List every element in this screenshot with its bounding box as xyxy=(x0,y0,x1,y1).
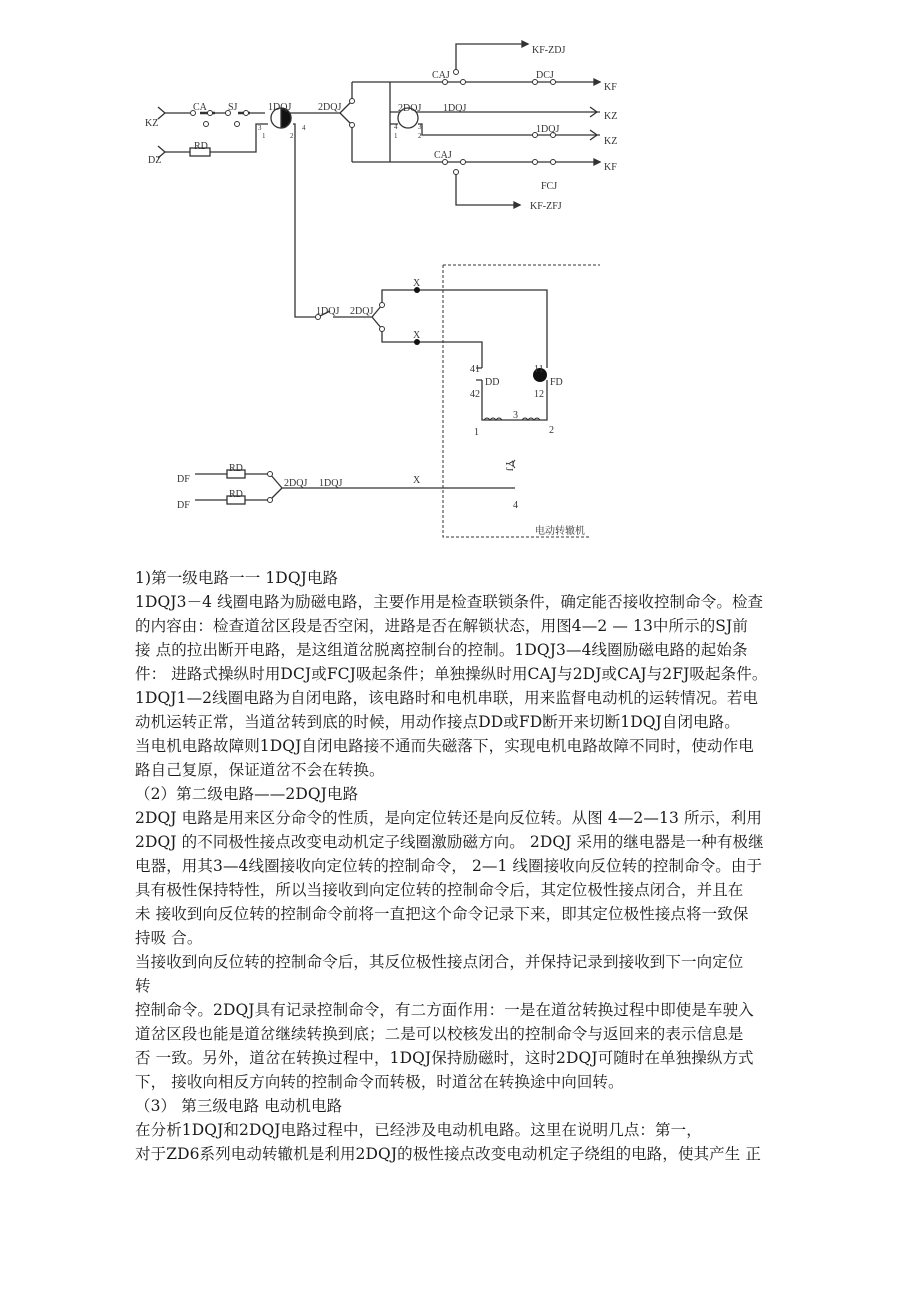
label-x: X xyxy=(413,278,421,289)
paragraph-line: 下， 接收向相反方向转的控制命令而转极，时道岔在转换途中向回转。 xyxy=(135,1073,624,1091)
pin-label: 1 xyxy=(262,132,266,140)
label-1dqj: 1DQJ xyxy=(268,102,292,113)
label-2dqj: 2DQJ xyxy=(318,102,342,113)
label-ca: CA xyxy=(193,102,207,113)
paragraph-line: 持吸 合。 xyxy=(135,929,203,947)
label-42: 42 xyxy=(470,389,480,400)
paragraph-line: 当接收到向反位转的控制命令后，其反位极性接点闭合，并保持记录到接收到下一向定位 xyxy=(135,953,744,971)
circuit-diagram xyxy=(0,0,920,560)
paragraph-line: 接 点的拉出断开电路，是这组道岔脱离控制台的控制。1DQJ3—4线圈励磁电路的起始条 xyxy=(135,641,748,659)
label-12: 12 xyxy=(534,389,544,400)
label-df: DF xyxy=(177,500,190,511)
paragraph-line: 对于ZD6系列电动转辙机是利用2DQJ的极性接点改变电动机定子绕组的电路，使其产生 正 xyxy=(135,1145,761,1163)
pin-label: 3 xyxy=(258,124,262,132)
paragraph-line: 的内容由：检查道岔区段是否空闲，进路是否在解锁状态，用图4—2 — 13中所示的SJ前 xyxy=(135,617,748,635)
label-1dqj: 1DQJ xyxy=(316,306,340,317)
label-sj: SJ xyxy=(228,102,238,113)
paragraph-line: 1DQJ1—2线圈电路为自闭电路，该电路时和电机串联，用来监督电动机的运转情况。若电 xyxy=(135,689,759,707)
label-2dqj: 2DQJ xyxy=(398,103,422,114)
pin-label: 1 xyxy=(394,132,398,140)
label-dcj: DCJ xyxy=(536,70,554,81)
label-11: 11 xyxy=(534,364,544,375)
label-df: DF xyxy=(177,474,190,485)
label-rd: RD xyxy=(194,141,208,152)
label-caj: CAJ xyxy=(434,150,452,161)
label-1dqj: 1DQJ xyxy=(319,478,343,489)
section-heading: （2）第二级电路——2DQJ电路 xyxy=(135,785,359,803)
pin-label: 2 xyxy=(290,132,294,140)
paragraph-line: 2DQJ 电路是用来区分命令的性质，是向定位转还是向反位转。从图 4—2—13 所示，利用 xyxy=(135,809,762,827)
label-x: X xyxy=(413,475,421,486)
label-kf: KF xyxy=(604,82,617,93)
pin-label: 4 xyxy=(302,124,306,132)
label-3: 3 xyxy=(513,410,518,421)
label-kz: KZ xyxy=(604,111,618,122)
label-2dqj: 2DQJ xyxy=(284,478,308,489)
label-dz: DZ xyxy=(148,155,162,166)
label-x: X xyxy=(413,330,421,341)
label-kf-zfj: KF-ZFJ xyxy=(530,201,562,212)
label-1dqj: 1DQJ xyxy=(443,103,467,114)
label-4: 4 xyxy=(513,500,518,511)
paragraph-line: 在分析1DQJ和2DQJ电路过程中，已经涉及电动机电路。这里在说明几点：第一， xyxy=(135,1121,702,1139)
paragraph-line: 1DQJ3－4 线圈电路为励磁电路，主要作用是检查联锁条件，确定能否接收控制命令。检查 xyxy=(135,593,764,611)
circuit-wires xyxy=(158,41,600,504)
label-caj: CAJ xyxy=(432,70,450,81)
label-yj: YJ xyxy=(503,460,514,472)
paragraph-line: 转 xyxy=(135,977,151,995)
label-rd: RD xyxy=(229,489,243,500)
label-dd: DD xyxy=(485,377,500,388)
paragraph-line: 否 一致。另外，道岔在转换过程中，1DQJ保持励磁时，这时2DQJ可随时在单独操纵方式 xyxy=(135,1049,754,1067)
label-2dqj: 2DQJ xyxy=(350,306,374,317)
pin-label: 3 xyxy=(418,123,422,131)
label-fcj: FCJ xyxy=(541,181,558,192)
paragraph-line: 控制命令。2DQJ具有记录控制命令，有二方面作用：一是在道岔转换过程中即使是车驶入 xyxy=(135,1001,754,1019)
paragraph-line: 路自己复原，保证道岔不会在转换。 xyxy=(135,761,385,779)
label-kz: KZ xyxy=(604,136,618,147)
paragraph-line: 2DQJ 的不同极性接点改变电动机定子线圈激励磁方向。 2DQJ 采用的继电器是一种有极继 xyxy=(135,833,764,851)
label-motor: 电动转辙机 xyxy=(535,526,585,537)
paragraph-line: 电器，用其3—4线圈接收向定位转的控制命令， 2—1 线圈接收向反位转的控制命令。由于 xyxy=(135,857,763,875)
label-1dqj: 1DQJ xyxy=(536,124,560,135)
paragraph-line: 当电机电路故障则1DQJ自闭电路接不通而失磁落下，实现电机电路故障不同时，使动作电 xyxy=(135,737,754,755)
paragraph-line: 未 接收到向反位转的控制命令前将一直把这个命令记录下来，即其定位极性接点将一致保 xyxy=(135,905,749,923)
section-heading: 1)第一级电路一一 1DQJ电路 xyxy=(135,569,339,587)
paragraph-line: 具有极性保持特性，所以当接收到向定位转的控制命令后，其定位极性接点闭合，并且在 xyxy=(135,881,744,899)
paragraph-line: 动机运转正常，当道岔转到底的时候，用动作接点DD或FD断开来切断1DQJ自闭电路。 xyxy=(135,713,740,731)
label-kz: KZ xyxy=(145,118,159,129)
pin-label: 2 xyxy=(418,132,422,140)
label-2: 2 xyxy=(549,425,554,436)
label-41: 41 xyxy=(470,364,480,375)
label-fd: FD xyxy=(550,377,563,388)
paragraph-line: 件： 进路式操纵时用DCJ或FCJ吸起条件；单独操纵时用CAJ与2DJ或CAJ与2FJ吸起条件。 xyxy=(135,665,768,683)
label-1: 1 xyxy=(474,427,479,438)
label-rd: RD xyxy=(229,463,243,474)
label-kf: KF xyxy=(604,162,617,173)
motor-boundary xyxy=(443,265,600,537)
label-kf-zdj: KF-ZDJ xyxy=(532,45,566,56)
pin-label: 4 xyxy=(394,123,398,131)
paragraph-line: 道岔区段也能是道岔继续转换到底；二是可以校核发出的控制命令与返回来的表示信息是 xyxy=(135,1025,744,1043)
section-heading: （3） 第三级电路 电动机电路 xyxy=(135,1097,343,1115)
